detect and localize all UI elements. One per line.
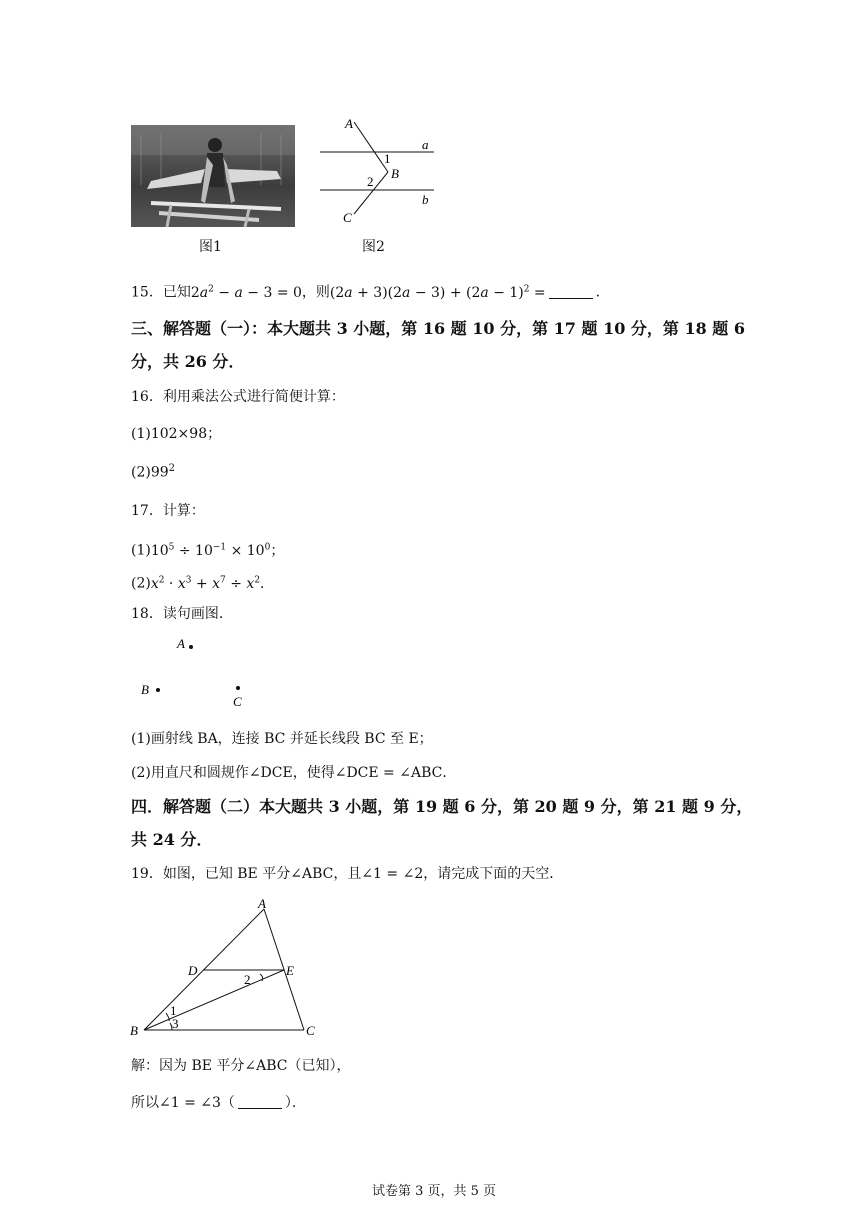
question-18-part-1: (1)画射线 BA，连接 BC 并延长线段 BC 至 E； [131, 731, 433, 747]
section-4-heading-line2: 共 24 分． [131, 830, 213, 849]
question-16-part-1: (1)102×98； [131, 426, 222, 442]
fig2-label-B: B [391, 166, 399, 181]
figure-1-caption: 图1 [199, 239, 222, 255]
figure-2-caption: 图2 [362, 239, 385, 255]
tri-label-1: 1 [170, 1003, 177, 1018]
point-C-label: C [233, 694, 242, 709]
q18-points-diagram [135, 632, 255, 712]
question-19-solution-line2: 所以∠1 = ∠3（ ）． [131, 1095, 306, 1111]
question-19-stem: 19．如图，已知 BE 平分∠ABC，且∠1 = ∠2，请完成下面的天空． [131, 866, 564, 882]
tri-label-3: 3 [172, 1016, 179, 1031]
fig2-label-C: C [343, 210, 352, 225]
tri-label-E: E [286, 963, 294, 978]
triangle-diagram [126, 895, 326, 1045]
question-16-part-2: $(2)99^2$ [131, 463, 176, 481]
tri-label-D: D [188, 963, 198, 978]
tri-label-A: A [258, 896, 266, 911]
point-B-label: B [141, 682, 149, 697]
tri-label-C: C [306, 1023, 315, 1038]
question-15: 15．已知$2a^2 - a - 3 = 0$，则$(2a + 3)(2a - 3) + (2a - 1)^2$ = ． [131, 284, 610, 301]
page-footer: 试卷第 3 页，共 5 页 [371, 1184, 497, 1199]
question-17-part-2: $(2)x^2 \cdot x^3 + x^7 \div x^2$． [131, 575, 275, 592]
fig2-label-a: a [422, 137, 429, 152]
gymnast-photo [131, 125, 295, 227]
section-3-heading-line1: 三、解答题（一）：本大题共 3 小题，第 16 题 10 分，第 17 题 10 分，第 18 题 6 [131, 319, 746, 338]
tri-label-2: 2 [244, 972, 251, 987]
section-4-heading-line1: 四．解答题（二）本大题共 3 小题，第 19 题 6 分，第 20 题 9 分，第 21 题 9 分， [131, 797, 753, 816]
fig2-label-2: 2 [367, 174, 374, 189]
question-19-solution-line1: 解：因为 BE 平分∠ABC（已知）， [131, 1058, 351, 1074]
question-17-part-1: $(1)10^5 \div 10^{-1} \times 10^0$； [131, 542, 285, 559]
question-17-stem: 17．计算： [131, 503, 205, 519]
question-18-stem: 18．读句画图． [131, 606, 233, 622]
answer-blank-15[interactable] [549, 284, 593, 299]
fig2-label-1: 1 [384, 151, 391, 166]
answer-blank-19[interactable] [238, 1094, 282, 1109]
tri-label-B: B [130, 1023, 138, 1038]
figure-2-diagram [318, 112, 438, 228]
fig2-label-b: b [422, 192, 429, 207]
question-16-stem: 16．利用乘法公式进行简便计算： [131, 389, 345, 405]
section-3-heading-line2: 分，共 26 分． [131, 352, 245, 371]
point-A-label: A [177, 636, 185, 651]
question-18-part-2: (2)用直尺和圆规作∠DCE，使得∠DCE = ∠ABC． [131, 765, 457, 781]
fig2-label-A: A [345, 116, 353, 131]
